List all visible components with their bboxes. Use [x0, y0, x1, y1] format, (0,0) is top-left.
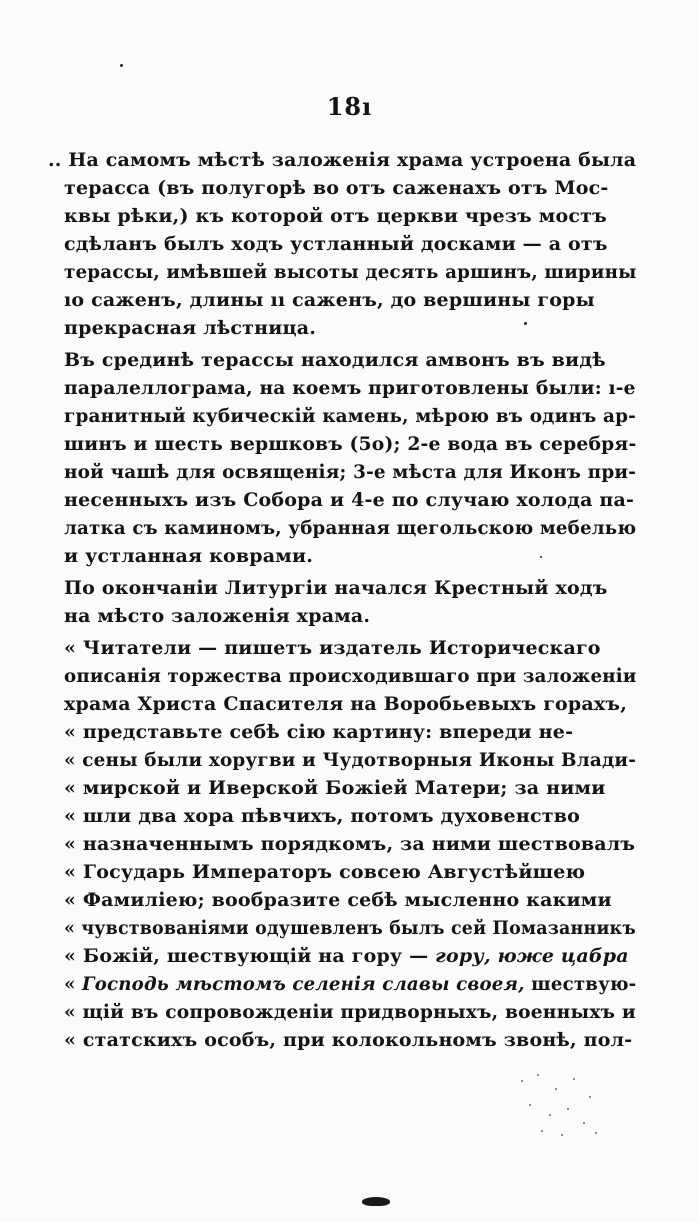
text-line: « назначеннымъ порядкомъ, за ними шествовалъ [64, 833, 636, 855]
scan-speck [120, 64, 123, 67]
text-line: описанія торжества происходившаго при заложеніи [64, 665, 637, 687]
text-line: ıо саженъ, длины ıı саженъ, до вершины горы [64, 289, 595, 311]
text-line: квы рѣки,) къ которой отъ церкви чрезъ мостъ [64, 205, 607, 227]
scan-speck [524, 322, 527, 325]
text-line: и устланная коврами. [64, 545, 314, 567]
text-line: ной чашѣ для освященія; 3-е мѣста для Иконъ при- [64, 461, 637, 483]
scan-noise [515, 1070, 605, 1140]
text-line: латка съ каминомъ, убранная щегольскою мебелью [64, 517, 637, 539]
page-number: 18ı [326, 92, 373, 121]
ornament-mark [362, 1197, 390, 1206]
text-line: « Читатели — пишетъ издатель Историческаго [64, 637, 601, 659]
text-line: « Господь мѣстомъ селенія славы своея, шествую- [64, 973, 637, 995]
text-line: несенныхъ изъ Собора и 4-е по случаю холода па- [64, 489, 635, 511]
italic-phrase: Господь мѣстомъ селенія славы своея, [82, 973, 525, 995]
scan-speck [540, 556, 542, 558]
text-line: храма Христа Спасителя на Воробьевыхъ горахъ, [64, 693, 628, 715]
text-line: « представьте себѣ сію картину: впереди не- [64, 721, 574, 743]
text-line: паралеллограма, на коемъ приготовлены были: ı-е [64, 377, 636, 399]
text-line: шинъ и шесть вершковъ (5о); 2-е вода въ серебря- [64, 433, 637, 455]
text-line: « мирской и Иверской Божіей Матери; за ними [64, 777, 606, 799]
text-line: « щій въ сопровожденіи придворныхъ, военныхъ и [64, 1001, 636, 1023]
text-line: « сены были хоругви и Чудотворныя Иконы Влади- [64, 749, 637, 771]
text-line: « шли два хора пѣвчихъ, потомъ духовенство [64, 805, 580, 827]
text-line: прекрасная лѣстница. [64, 317, 317, 339]
text-line: « статскихъ особъ, при колокольномъ звонѣ, пол- [64, 1029, 633, 1051]
text-line: « чувствованіями одушевленъ былъ сей Помазанникъ [64, 917, 636, 939]
text-line: « Государь Императоръ совсею Августѣйшею [64, 861, 586, 883]
italic-phrase: гору, юже цабра [435, 945, 629, 967]
text-line: терасса (въ полугорѣ во отъ саженахъ отъ Мос- [64, 177, 609, 199]
text-line: терассы, имѣвшей высоты десять аршинъ, ширины [64, 261, 637, 283]
text-line: .. На самомъ мѣстѣ заложенія храма устроена была [48, 149, 637, 171]
text-line: « Фамиліею; вообразите себѣ мысленно какими [64, 889, 612, 911]
text-line: сдѣланъ былъ ходъ устланный досками — а отъ [64, 233, 608, 255]
text-line: на мѣсто заложенія храма. [64, 605, 371, 627]
text-line: Въ срединѣ терассы находился амвонъ въ видѣ [64, 349, 606, 371]
text-line: « Божій, шествующій на гору — гору, юже цабра [64, 945, 629, 967]
text-line: гранитный кубическій камень, мѣрою въ одинъ ар- [64, 405, 636, 427]
text-line: По окончаніи Литургіи начался Крестный ходъ [64, 577, 608, 599]
